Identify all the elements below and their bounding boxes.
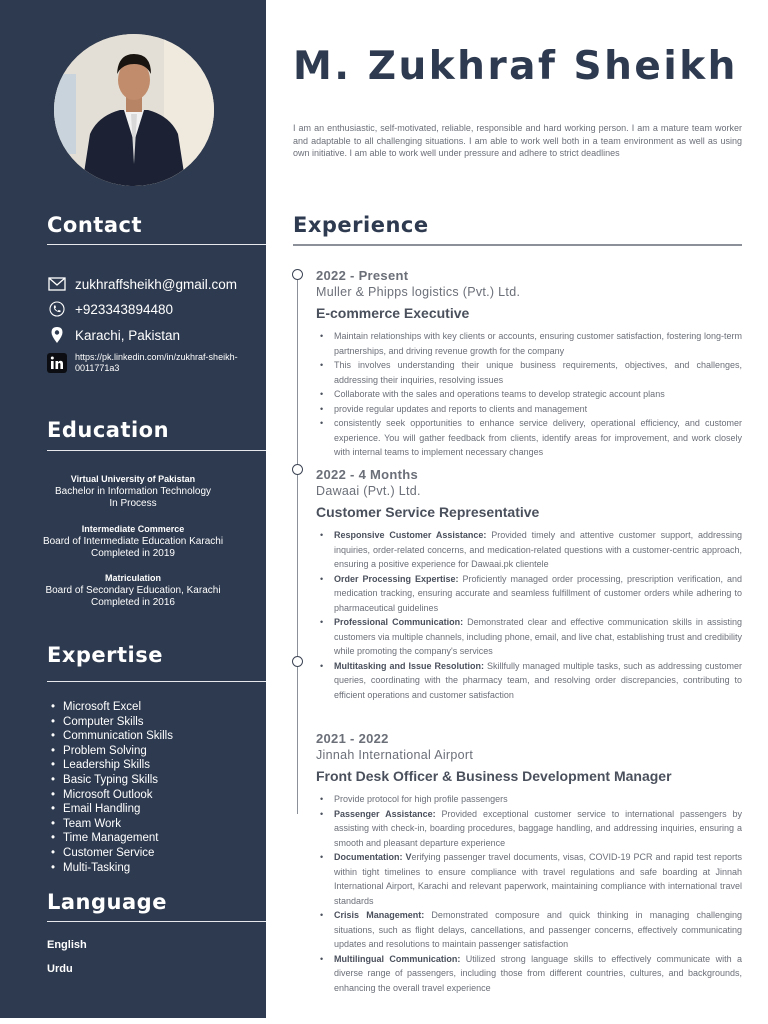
contact-heading: Contact xyxy=(47,213,142,237)
duty-text: Collaborate with the sales and operations teams to develop strategic account plans xyxy=(334,389,665,399)
duty-lead: Order Processing Expertise: xyxy=(334,573,459,584)
list-item: • Time Management xyxy=(51,831,173,846)
timeline-dot xyxy=(292,464,303,475)
list-item xyxy=(316,329,742,358)
contact-phone[interactable] xyxy=(47,299,173,319)
duty-text: This involves understanding their unique business requirements, objectives, and challenges, addressing their inquiries, resolving issues xyxy=(334,360,742,385)
list-item xyxy=(316,792,742,807)
education-entry xyxy=(0,572,266,610)
job-title: E-commerce Executive xyxy=(316,305,470,321)
education-institution: Intermediate Commerce xyxy=(81,524,185,534)
job-entry xyxy=(316,731,742,995)
education-divider xyxy=(47,450,266,451)
list-item xyxy=(316,416,742,460)
duty-lead: Responsive Customer Assistance: xyxy=(334,530,487,540)
list-item xyxy=(316,572,742,616)
education-institution: Virtual University of Pakistan xyxy=(70,474,196,484)
list-item: • Team Work xyxy=(51,817,173,832)
duty-text: Provide protocol for high profile passengers xyxy=(334,794,508,804)
list-item xyxy=(316,952,742,996)
job-company: Dawaai (Pvt.) Ltd. xyxy=(316,484,421,498)
duty-text: provide regular updates and reports to clients and management xyxy=(334,403,588,414)
timeline-dot xyxy=(292,269,303,280)
location-text: Karachi, Pakistan xyxy=(75,327,181,343)
duty-text: Demonstrated composure and quick thinking in managing challenging situations, such as flight delays, cancellations, and passenger concerns, effectively communicating updates and resolutions to maintain passenger satisfaction xyxy=(334,910,743,949)
duty-text: consistently seek opportunities to enhance service delivery, operational efficiency, and customer experience. You will gather feedback from clients, identify areas for improvement, and work closely with internal teams to implement necessary changes xyxy=(334,418,742,457)
duty-text: Utilized strong language skills to effectively communicate with a diverse range of passengers, including those from different countries, cultures, and backgrounds, enhancing the overall travel experience xyxy=(334,953,742,993)
job-duties xyxy=(316,329,742,460)
list-item xyxy=(316,402,742,417)
job-entry xyxy=(316,268,742,460)
list-item: • Multi-Tasking xyxy=(51,861,173,876)
duty-lead: Passenger Assistance: xyxy=(334,808,436,819)
phone-text: +923343894480 xyxy=(75,301,173,317)
education-status: Completed in 2019 xyxy=(91,548,175,559)
education-degree: Board of Intermediate Education Karachi xyxy=(42,535,224,547)
list-item: • Microsoft Excel xyxy=(51,700,173,715)
email-text: zukhraffsheikh@gmail.com xyxy=(75,276,238,292)
job-period: 2022 - 4 Months xyxy=(316,467,419,482)
list-item xyxy=(316,358,742,387)
list-item xyxy=(316,659,742,703)
list-item xyxy=(316,387,742,402)
language-item: Urdu xyxy=(47,963,73,975)
experience-divider xyxy=(293,244,742,246)
contact-email[interactable] xyxy=(47,274,237,294)
list-item: • Computer Skills xyxy=(51,715,173,730)
education-entry xyxy=(0,523,266,561)
phone-icon xyxy=(47,299,67,319)
location-pin-icon xyxy=(47,325,67,345)
duty-text: Skillfully managed multiple tasks, such as addressing customer queries, coordinating with the pharmacy team, and resolving order discrepancies, contributing to efficient operations and customer satisfaction xyxy=(334,660,742,700)
list-item: • Problem Solving xyxy=(51,744,173,759)
list-item: • Basic Typing Skills xyxy=(51,773,173,788)
education-heading: Education xyxy=(47,418,170,442)
mail-icon xyxy=(47,274,67,294)
education-status: In Process xyxy=(109,498,157,509)
list-item xyxy=(316,528,742,572)
education-institution: Matriculation xyxy=(104,573,161,583)
contact-linkedin[interactable] xyxy=(47,352,259,374)
contact-location xyxy=(47,325,180,345)
list-item: • Leadership Skills xyxy=(51,758,173,773)
expertise-divider xyxy=(47,681,266,682)
job-period: 2022 - Present xyxy=(316,268,409,283)
duty-text: Maintain relationships with key clients or accounts, ensuring customer satisfaction, fostering long-term partnerships, and driving revenue growth for the company xyxy=(334,331,742,356)
sidebar xyxy=(0,0,266,1018)
duty-text: Provided exceptional customer service to international passengers by assisting with check-in, boarding procedures, baggage handling, and addressing inquiries, ensuring a smooth and pleasant departure experience xyxy=(334,808,742,848)
list-item xyxy=(316,850,742,908)
language-heading: Language xyxy=(47,890,167,914)
contact-divider xyxy=(47,244,266,245)
education-degree: Bachelor in Information Technology xyxy=(54,485,212,497)
duty-text: Proficiently managed order processing, prescription verification, and medication tracking, ensuring accurate and seamless fulfillment of customer orders while adhering to pharmaceutical guidelines xyxy=(334,573,742,613)
duty-text: Provided timely and attentive customer support, addressing inquiries, order-related concerns, and medication-related questions with a customer-centric approach, ensuring a positive experience for Dawaai.pk clientele xyxy=(334,530,743,569)
education-entry xyxy=(0,473,266,511)
list-item xyxy=(316,908,742,952)
language-item: English xyxy=(47,939,87,951)
duty-lead: Multitasking and Issue Resolution: xyxy=(334,660,484,671)
job-company: Muller & Phipps logistics (Pvt.) Ltd. xyxy=(316,285,521,299)
duty-text: Demonstrated clear and effective communication skills in assisting customers via multiple channels, including phone, email, and live chat, establishing trust and credibility while promoting the company's services xyxy=(334,617,742,656)
language-divider xyxy=(47,921,266,922)
list-item xyxy=(316,807,742,851)
job-period: 2021 - 2022 xyxy=(316,731,389,746)
duty-lead: Multilingual Communication: xyxy=(334,953,461,964)
expertise-heading: Expertise xyxy=(47,643,164,667)
timeline-dot xyxy=(292,656,303,667)
profile-summary: I am an enthusiastic, self-motivated, reliable, responsible and hard working person. I am a mature team worker and adaptable to all challenging situations. I am able to work well both in a team environment as well as using own initiative. I am able to work well under pressure and adhere to strict deadlines xyxy=(293,123,742,158)
job-title: Front Desk Officer & Business Development Manager xyxy=(316,768,672,784)
job-title: Customer Service Representative xyxy=(316,504,540,520)
profile-photo-illustration xyxy=(54,34,214,186)
expertise-list xyxy=(51,700,173,875)
duty-text: erifying passenger travel documents, visas, COVID-19 PCR and rapid test reports within tight timelines to ensure compliance with travel regulations and safe boarding at Jinnah International Airport, Karachi and relevant paperwork, maintaining compliance with international travel standards xyxy=(334,852,742,906)
linkedin-url[interactable]: https://pk.linkedin.com/in/zukhraf-sheikh-0011771a3 xyxy=(75,352,238,373)
duty-lead: Professional Communication: xyxy=(334,617,464,627)
duty-lead: Crisis Management: xyxy=(334,910,425,920)
timeline-line xyxy=(297,276,298,814)
job-company: Jinnah International Airport xyxy=(316,748,474,762)
linkedin-icon xyxy=(47,353,67,373)
list-item: • Email Handling xyxy=(51,802,173,817)
duty-lead: Documentation: V xyxy=(334,852,412,862)
list-item xyxy=(316,615,742,659)
education-status: Completed in 2016 xyxy=(91,597,175,608)
list-item: • Customer Service xyxy=(51,846,173,861)
candidate-name: M. Zukhraf Sheikh xyxy=(293,44,738,89)
list-item: • Microsoft Outlook xyxy=(51,788,173,803)
list-item: • Communication Skills xyxy=(51,729,173,744)
job-duties xyxy=(316,528,742,702)
profile-photo xyxy=(54,34,214,186)
job-entry xyxy=(316,467,742,702)
job-duties xyxy=(316,792,742,995)
education-degree: Board of Secondary Education, Karachi xyxy=(45,584,221,596)
experience-heading: Experience xyxy=(293,213,429,237)
